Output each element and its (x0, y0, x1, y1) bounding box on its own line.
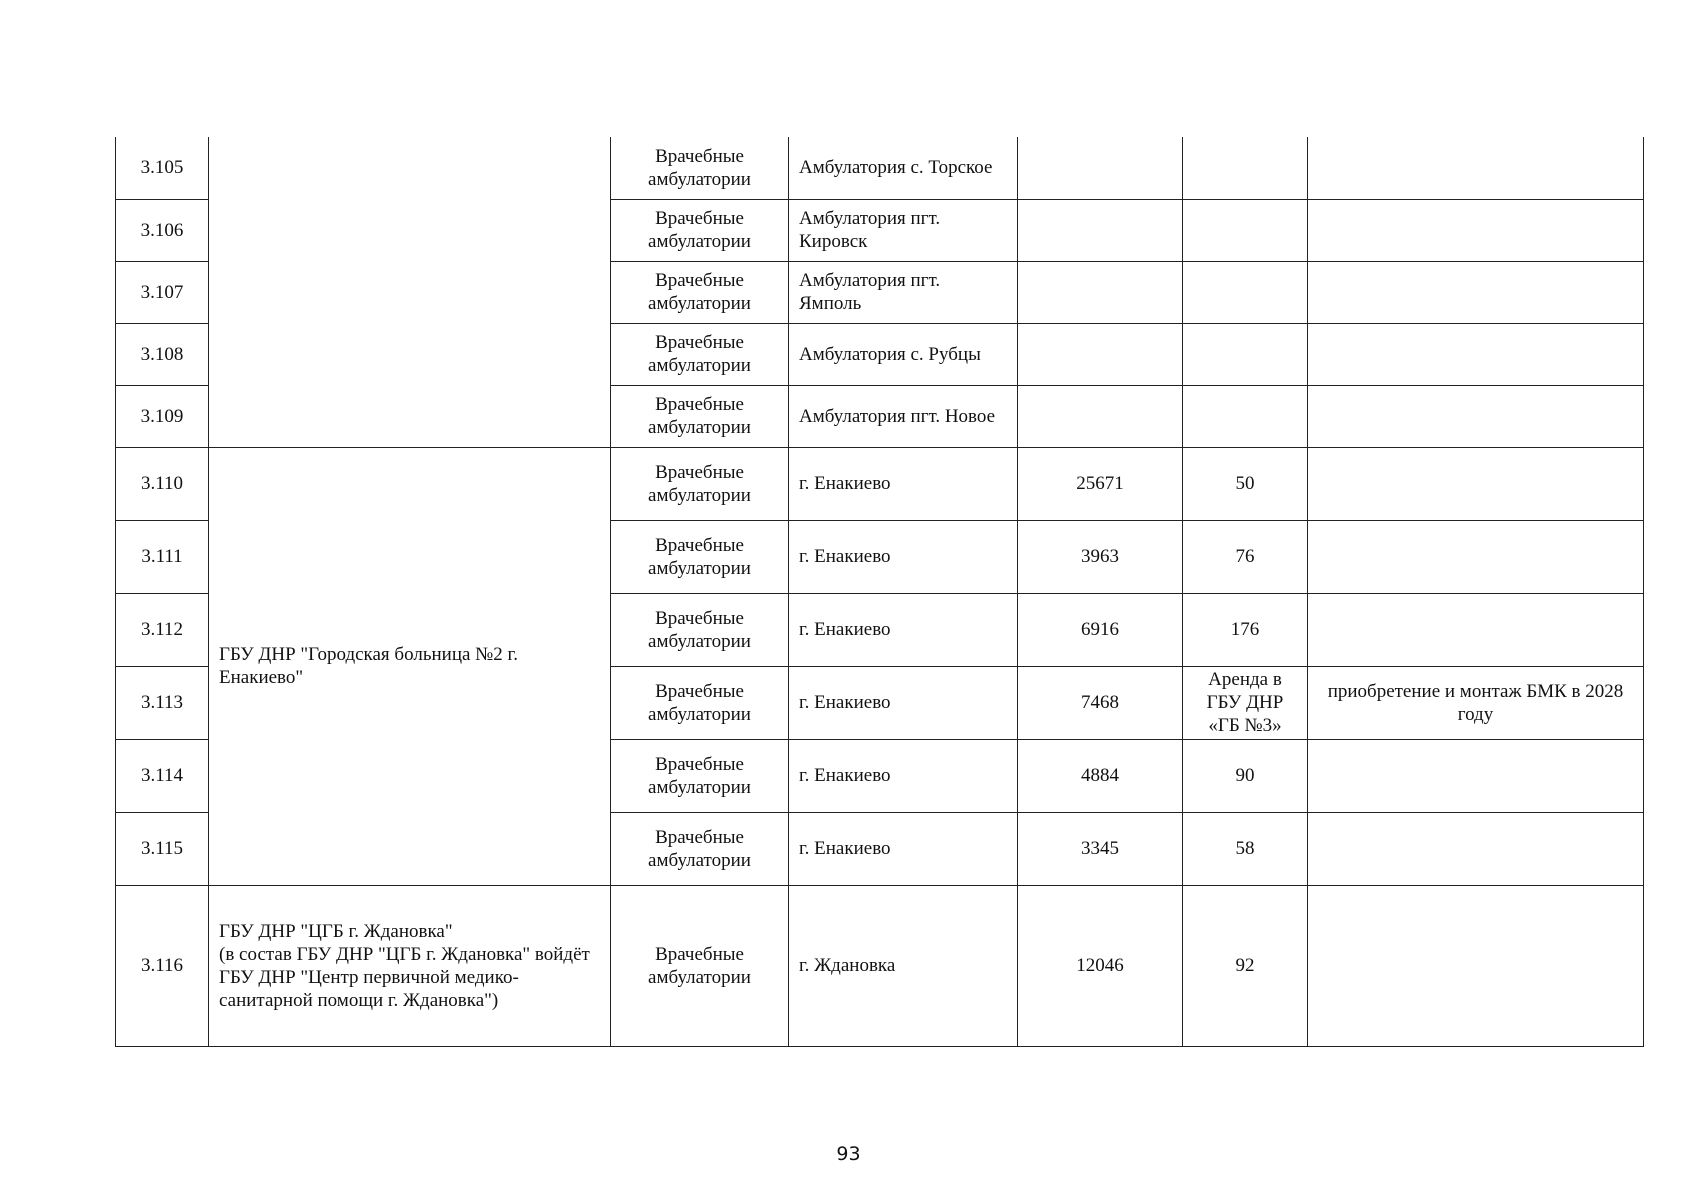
organization-name: ГБУ ДНР "ЦГБ г. Ждановка" (219, 920, 453, 942)
value-cell-1: 25671 (1018, 447, 1183, 520)
facility-type: Врачебные амбулатории (611, 323, 789, 385)
note-cell (1308, 520, 1644, 593)
row-number: 3.105 (116, 137, 209, 199)
facility-type: Врачебные амбулатории (611, 137, 789, 199)
table-row (116, 137, 1644, 199)
note-cell (1308, 447, 1644, 520)
note-cell (1308, 385, 1644, 447)
facility-type: Врачебные амбулатории (611, 447, 789, 520)
facility-type: Врачебные амбулатории (611, 385, 789, 447)
facility-location: г. Ждановка (789, 885, 1018, 1046)
row-number: 3.107 (116, 261, 209, 323)
facility-location: Амбулатория пгт. Кировск (789, 199, 1018, 261)
table-row (116, 885, 1644, 1046)
facility-location: г. Енакиево (789, 739, 1018, 812)
value-cell-1: 12046 (1018, 885, 1183, 1046)
value-cell-1: 7468 (1018, 666, 1183, 739)
facility-location: Амбулатория пгт. Ямполь (789, 261, 1018, 323)
facility-type: Врачебные амбулатории (611, 520, 789, 593)
note-cell: приобретение и монтаж БМК в 2028 году (1308, 666, 1644, 739)
value-cell-1 (1018, 323, 1183, 385)
value-cell-2 (1183, 199, 1308, 261)
value-cell-1 (1018, 261, 1183, 323)
organization-note: (в состав ГБУ ДНР "ЦГБ г. Ждановка" войдёт ГБУ ДНР "Центр первичной медико-санитарной помощи г. Ждановка") (219, 943, 590, 1011)
value-cell-1: 3963 (1018, 520, 1183, 593)
facility-type: Врачебные амбулатории (611, 885, 789, 1046)
facility-location: Амбулатория пгт. Новое (789, 385, 1018, 447)
facility-type: Врачебные амбулатории (611, 812, 789, 885)
facility-location: г. Енакиево (789, 812, 1018, 885)
value-cell-1: 3345 (1018, 812, 1183, 885)
value-cell-1 (1018, 137, 1183, 199)
value-cell-1: 4884 (1018, 739, 1183, 812)
note-cell (1308, 593, 1644, 666)
row-number: 3.112 (116, 593, 209, 666)
row-number: 3.106 (116, 199, 209, 261)
row-number: 3.113 (116, 666, 209, 739)
value-cell-2 (1183, 323, 1308, 385)
facility-type: Врачебные амбулатории (611, 261, 789, 323)
value-cell-2 (1183, 385, 1308, 447)
value-cell-2 (1183, 261, 1308, 323)
organization-cell: ГБУ ДНР "Городская больница №2 г. Енакиево" (209, 447, 611, 885)
value-cell-2: 176 (1183, 593, 1308, 666)
table-row (116, 447, 1644, 520)
facility-location: г. Енакиево (789, 520, 1018, 593)
value-cell-1: 6916 (1018, 593, 1183, 666)
row-number: 3.115 (116, 812, 209, 885)
row-number: 3.110 (116, 447, 209, 520)
facilities-table (115, 137, 1644, 1047)
page-number: 93 (836, 1143, 861, 1165)
facility-location: г. Енакиево (789, 447, 1018, 520)
value-cell-2: 92 (1183, 885, 1308, 1046)
value-cell-2: 50 (1183, 447, 1308, 520)
facility-type: Врачебные амбулатории (611, 666, 789, 739)
value-cell-2: 90 (1183, 739, 1308, 812)
note-cell (1308, 261, 1644, 323)
note-cell (1308, 323, 1644, 385)
facility-type: Врачебные амбулатории (611, 739, 789, 812)
value-cell-2: 76 (1183, 520, 1308, 593)
value-cell-1 (1018, 385, 1183, 447)
facility-type: Врачебные амбулатории (611, 199, 789, 261)
facility-location: г. Енакиево (789, 593, 1018, 666)
row-number: 3.109 (116, 385, 209, 447)
value-cell-2: Аренда в ГБУ ДНР «ГБ №3» (1183, 666, 1308, 739)
value-cell-1 (1018, 199, 1183, 261)
row-number: 3.116 (116, 885, 209, 1046)
row-number: 3.111 (116, 520, 209, 593)
note-cell (1308, 885, 1644, 1046)
facility-location: Амбулатория с. Торское (789, 137, 1018, 199)
note-cell (1308, 137, 1644, 199)
row-number: 3.114 (116, 739, 209, 812)
row-number: 3.108 (116, 323, 209, 385)
note-cell (1308, 812, 1644, 885)
note-cell (1308, 199, 1644, 261)
value-cell-2 (1183, 137, 1308, 199)
value-cell-2: 58 (1183, 812, 1308, 885)
note-cell (1308, 739, 1644, 812)
facility-location: г. Енакиево (789, 666, 1018, 739)
facility-location: Амбулатория с. Рубцы (789, 323, 1018, 385)
facility-type: Врачебные амбулатории (611, 593, 789, 666)
organization-cell (209, 137, 611, 447)
organization-cell (209, 885, 611, 1046)
